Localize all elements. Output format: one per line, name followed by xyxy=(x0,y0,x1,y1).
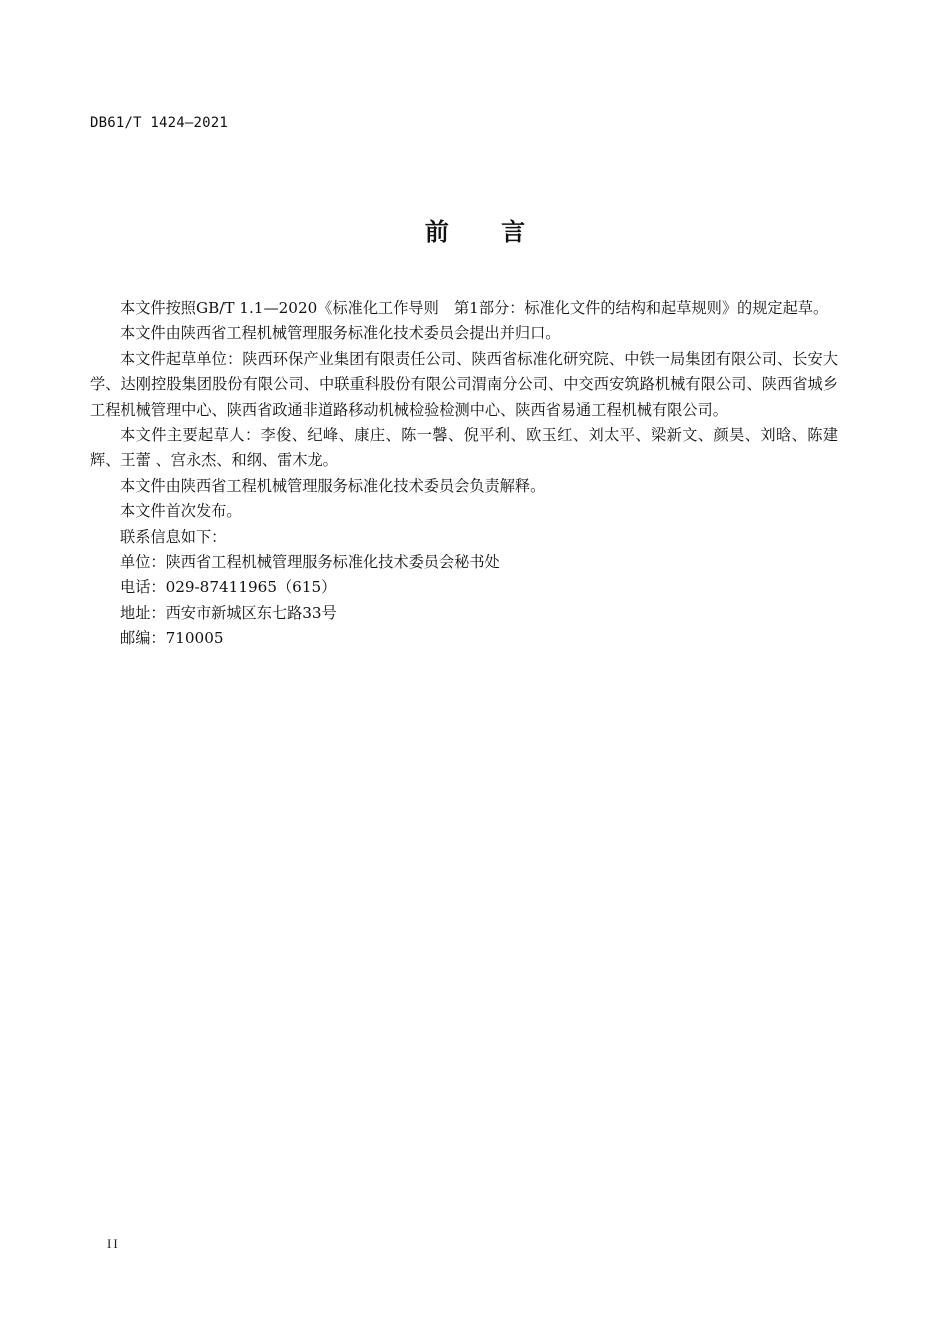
paragraph-drafting-rules: 本文件按照GB/T 1.1—2020《标准化工作导则 第1部分：标准化文件的结构和起草规则》的规定起草。 xyxy=(120,299,829,317)
paragraph-first-release: 本文件首次发布。 xyxy=(120,502,242,521)
paragraph-contact-postcode: 邮编：710005 xyxy=(120,629,224,648)
section-title: 前 言 xyxy=(424,218,548,246)
paragraph-contact-unit: 单位：陕西省工程机械管理服务标准化技术委员会秘书处 xyxy=(120,553,500,572)
paragraph-interpretation: 本文件由陕西省工程机械管理服务标准化技术委员会负责解释。 xyxy=(120,476,546,495)
paragraph-contact-phone: 电话：029-87411965（615） xyxy=(120,578,337,597)
paragraph-contact-heading: 联系信息如下： xyxy=(120,527,227,546)
document-code: DB61/T 1424—2021 xyxy=(90,115,229,131)
paragraph-drafting-units: 本文件起草单位：陕西环保产业集团有限责任公司、陕西省标准化研究院、中铁一局集团有限公司、长安大学、达刚控股集团股份有限公司、中联重科股份有限公司渭南分公司、中交西安筑路机械有限公司、陕西省城乡工程机械管理中心、陕西省政通非道路移动机械检验检测中心、陕西省易通工程机械有限公司。 xyxy=(90,349,838,419)
paragraph-contact-address: 地址：西安市新城区东七路33号 xyxy=(120,603,337,622)
paragraph-drafters: 本文件主要起草人：李俊、纪峰、康庄、陈一馨、倪平利、欧玉红、刘太平、梁新文、颜昊、刘晗、陈建辉、王蕾 、宫永杰、和纲、雷木龙。 xyxy=(90,426,838,470)
page-number: II xyxy=(107,1236,120,1251)
foreword-body xyxy=(90,296,838,652)
paragraph-proposer: 本文件由陕西省工程机械管理服务标准化技术委员会提出并归口。 xyxy=(120,324,561,343)
